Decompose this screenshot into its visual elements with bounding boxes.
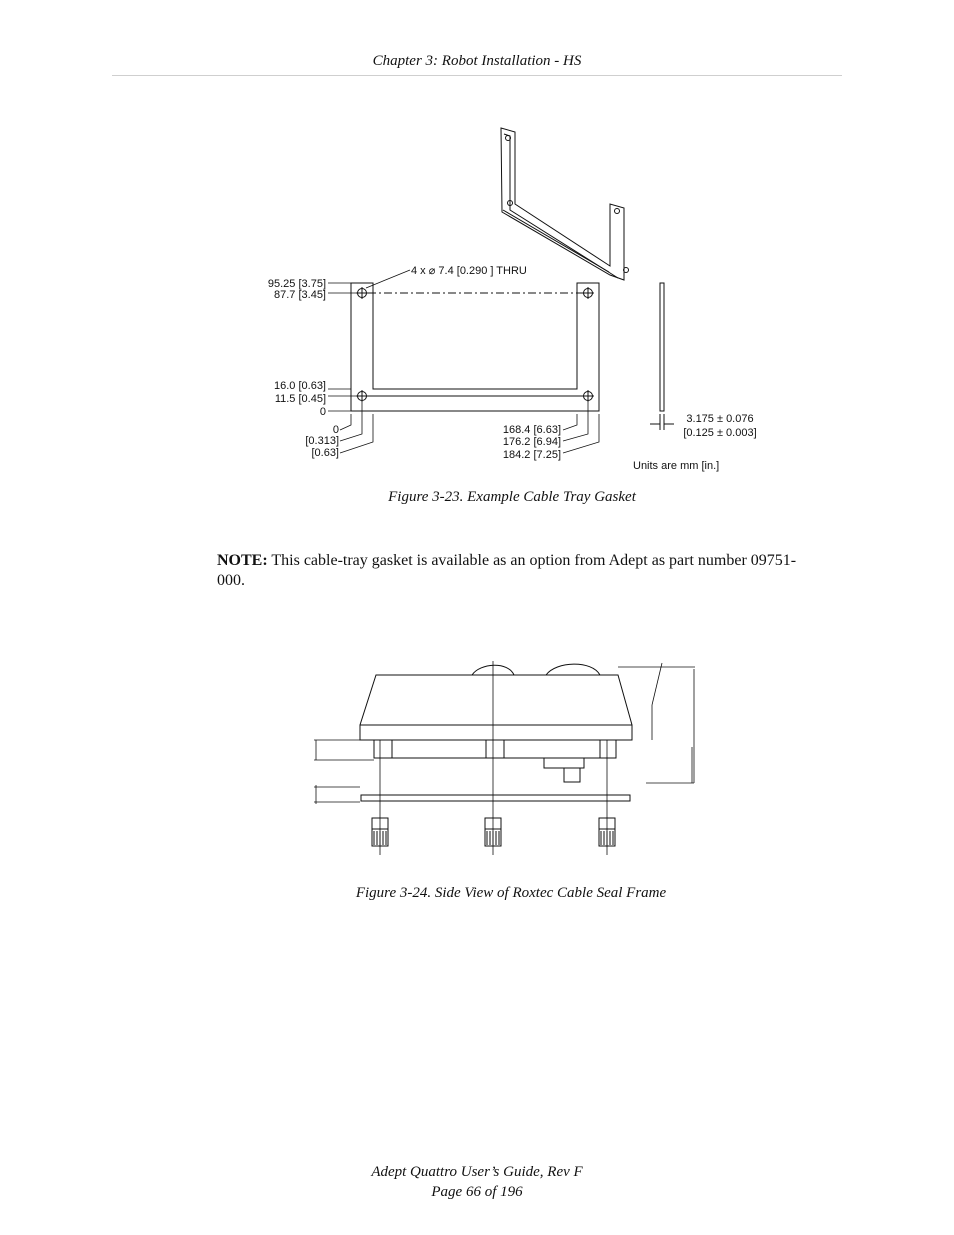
dim-87-7: 87.7 [3.45] [274,289,326,301]
dim-16-0: 16.0 [0.63] [274,380,326,392]
dim-bottom-zero: 0 [332,424,339,436]
frame-body [360,664,632,782]
dim-bottom-0-313: [0.313] [305,435,339,447]
figure-3-24-caption: Figure 3-24. Side View of Roxtec Cable Seal Frame [355,885,667,901]
units-note: Units are mm [in.] [633,460,720,472]
gasket-isometric-view [501,128,629,280]
gasket-plan-view [351,283,599,411]
page-header: Chapter 3: Robot Installation - HS [372,53,582,69]
seal-modules [372,818,615,846]
gasket-plate [361,795,630,801]
figure-3-23-caption: Figure 3-23. Example Cable Tray Gasket [388,489,636,505]
dim-11-5: 11.5 [0.45] [274,393,326,405]
dim-95-25: 95.25 [3.75] [267,278,326,290]
thickness-mm: 3.175 ± 0.076 [686,413,754,425]
header-divider [112,75,842,76]
footer-page-number: Page 66 of 196 [431,1184,523,1200]
cable-tray-gasket-drawing [240,120,800,480]
note-text: This cable-tray gasket is available as an option from Adept as part number 09751-000. [217,552,797,589]
dim-184-2: 184.2 [7.25] [502,449,561,461]
page-footer [0,1162,954,1202]
roxtec-frame-side-view [300,655,710,855]
dim-176-2: 176.2 [6.94] [502,436,561,448]
dim-zero: 0 [319,406,326,418]
footer-guide-title: Adept Quattro User’s Guide, Rev F [371,1164,583,1180]
dim-168-4: 168.4 [6.63] [502,424,561,436]
note-label: NOTE: [217,552,268,569]
gasket-thickness-view [650,283,674,430]
dim-bottom-0-63: [0.63] [311,447,339,459]
hole-callout: 4 x ⌀ 7.4 [0.290 ] THRU [411,265,527,277]
note-paragraph [217,551,797,591]
thickness-in: [0.125 ± 0.003] [683,427,757,439]
